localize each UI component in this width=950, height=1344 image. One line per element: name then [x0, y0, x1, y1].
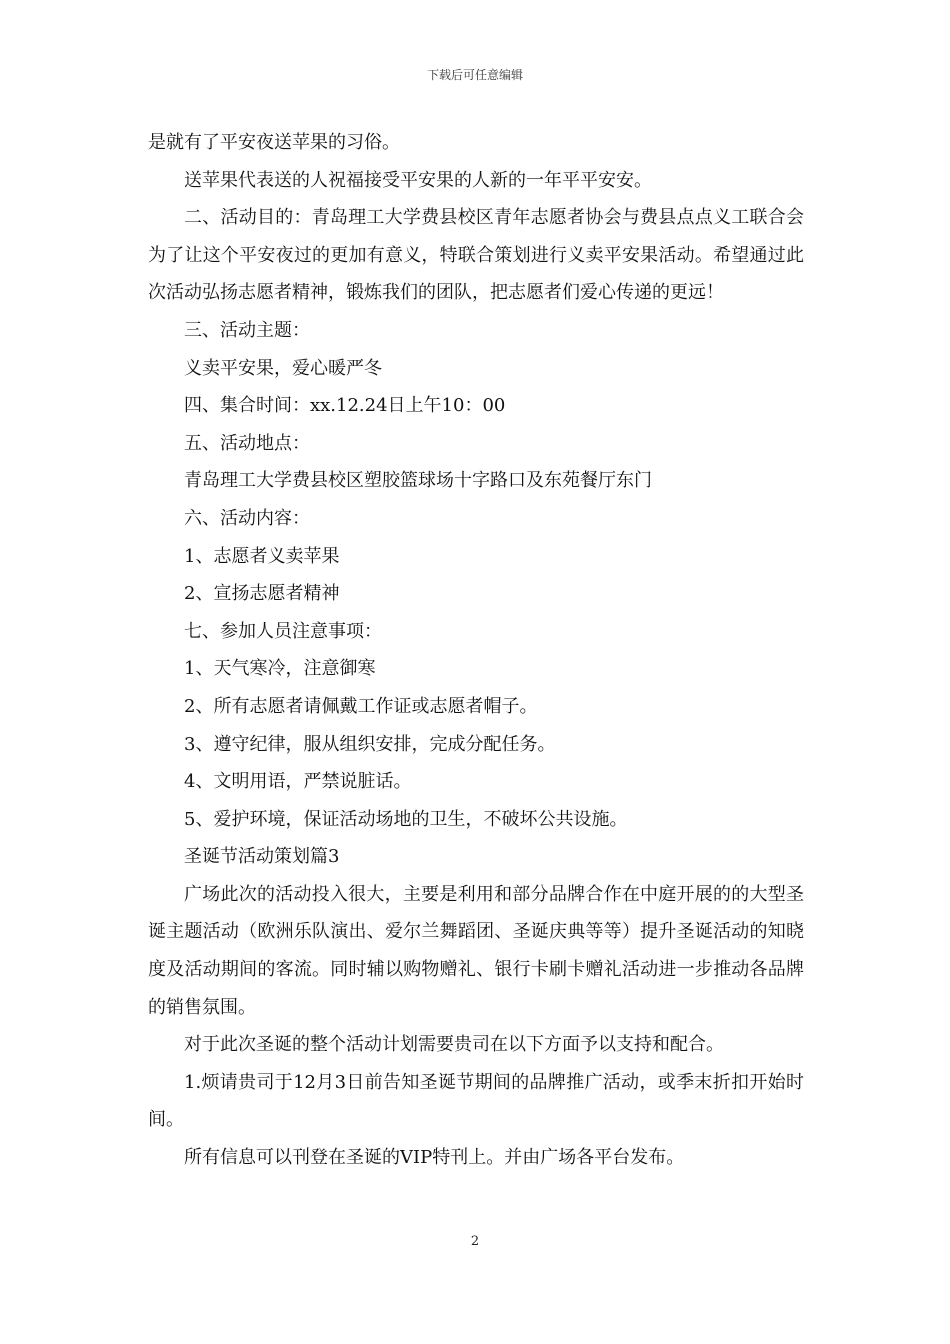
- paragraph: 所有信息可以刊登在圣诞的VIP特刊上。并由广场各平台发布。: [184, 1147, 685, 1169]
- paragraph: 对于此次圣诞的整个活动计划需要贵司在以下方面予以支持和配合。: [184, 1034, 724, 1056]
- document-body: [148, 124, 804, 1177]
- list-item: 2、宣扬志愿者精神: [184, 583, 340, 605]
- paragraph: 1.烦请贵司于12月3日前告知圣诞节期间的品牌推广活动，或季末折扣开始时间。: [148, 1071, 804, 1131]
- section-heading: 七、参加人员注意事项：: [184, 620, 382, 642]
- list-item: 1、志愿者义卖苹果: [184, 545, 340, 567]
- page-header: 下载后可任意编辑: [426, 68, 523, 82]
- list-item: 5、爱护环境，保证活动场地的卫生，不破坏公共设施。: [184, 808, 628, 830]
- list-item: 4、文明用语，严禁说脏话。: [184, 771, 412, 793]
- paragraph: 广场此次的活动投入很大，主要是利用和部分品牌合作在中庭开展的的大型圣诞主题活动（欧洲乐队演出、爱尔兰舞蹈团、圣诞庆典等等）提升圣诞活动的知晓度及活动期间的客流。同时辅以购物赠礼、银行卡刷卡赠礼活动进一步推动各品牌的销售氛围。: [148, 883, 804, 1018]
- section-heading: 五、活动地点：: [184, 432, 310, 454]
- paragraph: 送苹果代表送的人祝福接受平安果的人新的一年平平安安。: [184, 169, 652, 191]
- list-item: 2、所有志愿者请佩戴工作证或志愿者帽子。: [184, 695, 538, 717]
- list-item: 3、遵守纪律，服从组织安排，完成分配任务。: [184, 733, 556, 755]
- section-heading: 三、活动主题：: [184, 319, 310, 341]
- section-heading: 四、集合时间：xx.12.24日上午10：00: [184, 395, 506, 417]
- section-title: 圣诞节活动策划篇3: [184, 846, 340, 868]
- paragraph: 是就有了平安夜送苹果的习俗。: [148, 132, 400, 153]
- page-number: 2: [470, 1234, 480, 1249]
- section-heading: 六、活动内容：: [184, 507, 310, 529]
- paragraph: 青岛理工大学费县校区塑胶篮球场十字路口及东苑餐厅东门: [184, 470, 652, 492]
- paragraph: 义卖平安果，爱心暖严冬: [184, 357, 382, 379]
- list-item: 1、天气寒冷，注意御寒: [184, 658, 376, 680]
- paragraph: 二、活动目的：青岛理工大学费县校区青年志愿者协会与费县点点义工联合会为了让这个平安夜过的更加有意义，特联合策划进行义卖平安果活动。希望通过此次活动弘扬志愿者精神，锻炼我们的团队，把志愿者们爱心传递的更远！: [148, 207, 804, 304]
